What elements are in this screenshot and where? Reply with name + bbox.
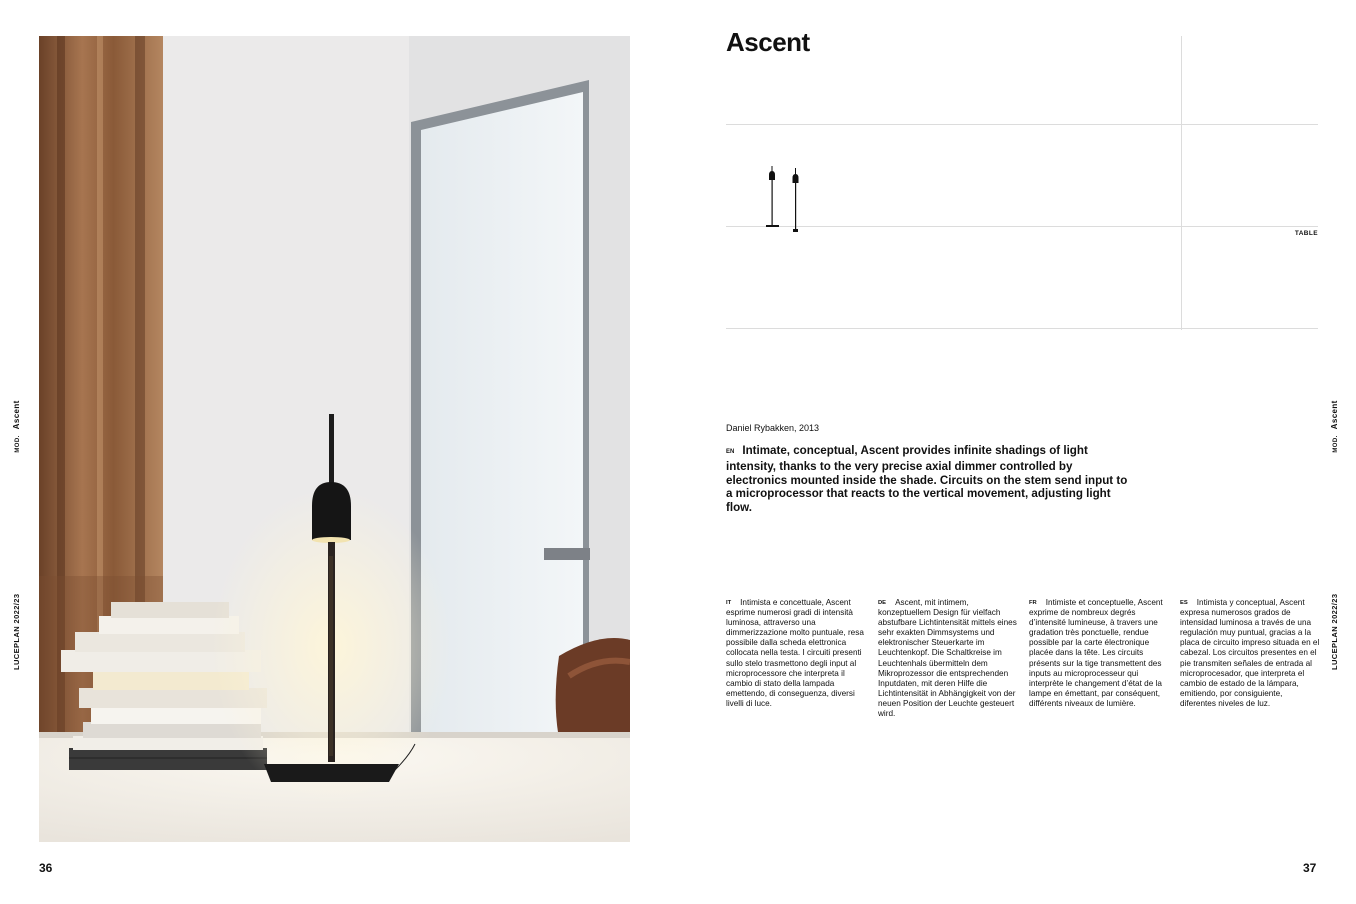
left-rail-text (12, 400, 21, 670)
brand-label-right: LUCEPLAN 2022/23 (1330, 593, 1339, 670)
product-size-diagram (726, 36, 1318, 332)
right-side-rail (1330, 400, 1344, 680)
room-with-table-lamp-illustration (39, 36, 630, 842)
product-photo (39, 36, 630, 842)
product-title: Ascent (726, 27, 810, 57)
lang-code-it: IT (726, 600, 732, 606)
mod-name: Ascent (12, 400, 21, 430)
description-es (1180, 598, 1320, 709)
brand-label: LUCEPLAN 2022/23 (12, 593, 21, 670)
description-fr (1029, 598, 1169, 709)
lang-code-de: DE (878, 600, 887, 606)
lang-code-en: EN (726, 449, 735, 455)
diagram-baseline (726, 226, 1318, 227)
mod-label-right: MOD. (1333, 435, 1339, 453)
lang-code-fr: FR (1029, 600, 1037, 606)
designer-credit: Daniel Rybakken, 2013 (726, 423, 820, 433)
intro-text: Intimate, conceptual, Ascent provides infinite shadings of light intensity, thanks to the very precise axial dimmer controlled by electronics mounted inside the shade. Circuits on the stem send input to a microprocessor that reacts to the vertical movement, adjusting light flow. (726, 444, 1128, 515)
lamp-silhouettes-icon (762, 162, 802, 234)
mod-name-right: Ascent (1330, 400, 1339, 430)
mod-label: MOD. (15, 435, 21, 453)
description-de (878, 598, 1018, 719)
description-text-de: Ascent, mit intimem, konzeptuellem Design für vielfach abstufbare Lichtintensität mittels eines sehr exakten Dimmsystems und elektronischer Steuerkarte im Leuchtenkopf. Die Schaltkreise im Leuchtenhals übermitteln dem Mikroprozessor die entsprechenden Inputdaten, mit deren Hilfe die Lichtintensität in Abhängigkeit von der neuen Position der Leuchte gesteuert wird. (878, 598, 1017, 719)
diagram-bottom-line (726, 328, 1318, 329)
description-text-it: Intimista e concettuale, Ascent esprime numerosi gradi di intensità luminosa, attraverso una dimmerizzazione molto puntuale, resa possibile dalla scheda elettronica collocata nella testa. I circuiti presenti sullo stelo trasmettono degli input al microprocessore che interpreta il cambio di stato della lampada emettendo, di conseguenza, diversi livelli di luce. (726, 598, 864, 708)
description-it (726, 598, 866, 709)
diagram-top-line (726, 124, 1318, 125)
description-text-fr: Intimiste et conceptuelle, Ascent exprime de nombreux degrés d’intensité lumineuse, à travers une gradation très ponctuelle, rendue possible par la carte électronique placée dans la tête. Les circuits présents sur la tige transmettent des inputs au microprocesseur qui interprète le changement d’état de la lampe en émettant, par conséquent, différents niveaux de lumière. (1029, 598, 1163, 708)
description-columns (726, 598, 1318, 728)
left-side-rail (12, 400, 26, 680)
left-page-number: 36 (39, 861, 53, 875)
diagram-table-label: TABLE (1294, 230, 1318, 237)
diagram-divider (1181, 36, 1182, 330)
description-text-es: Intimista y conceptual, Ascent expresa numerosos grados de intensidad luminosa a través de una regulación muy puntual, gracias a la placa de circuito impreso situada en el cabezal. Los circuitos presentes en el pie transmiten señales de entrada al microprocesador, que interpreta el cambio de estado de la lámpara, emitiendo, por consiguiente, diferentes niveles de luz. (1180, 598, 1320, 708)
right-page-number: 37 (1303, 861, 1317, 875)
lang-code-es: ES (1180, 600, 1188, 606)
intro-paragraph (726, 444, 1136, 515)
right-rail-text (1330, 400, 1339, 670)
